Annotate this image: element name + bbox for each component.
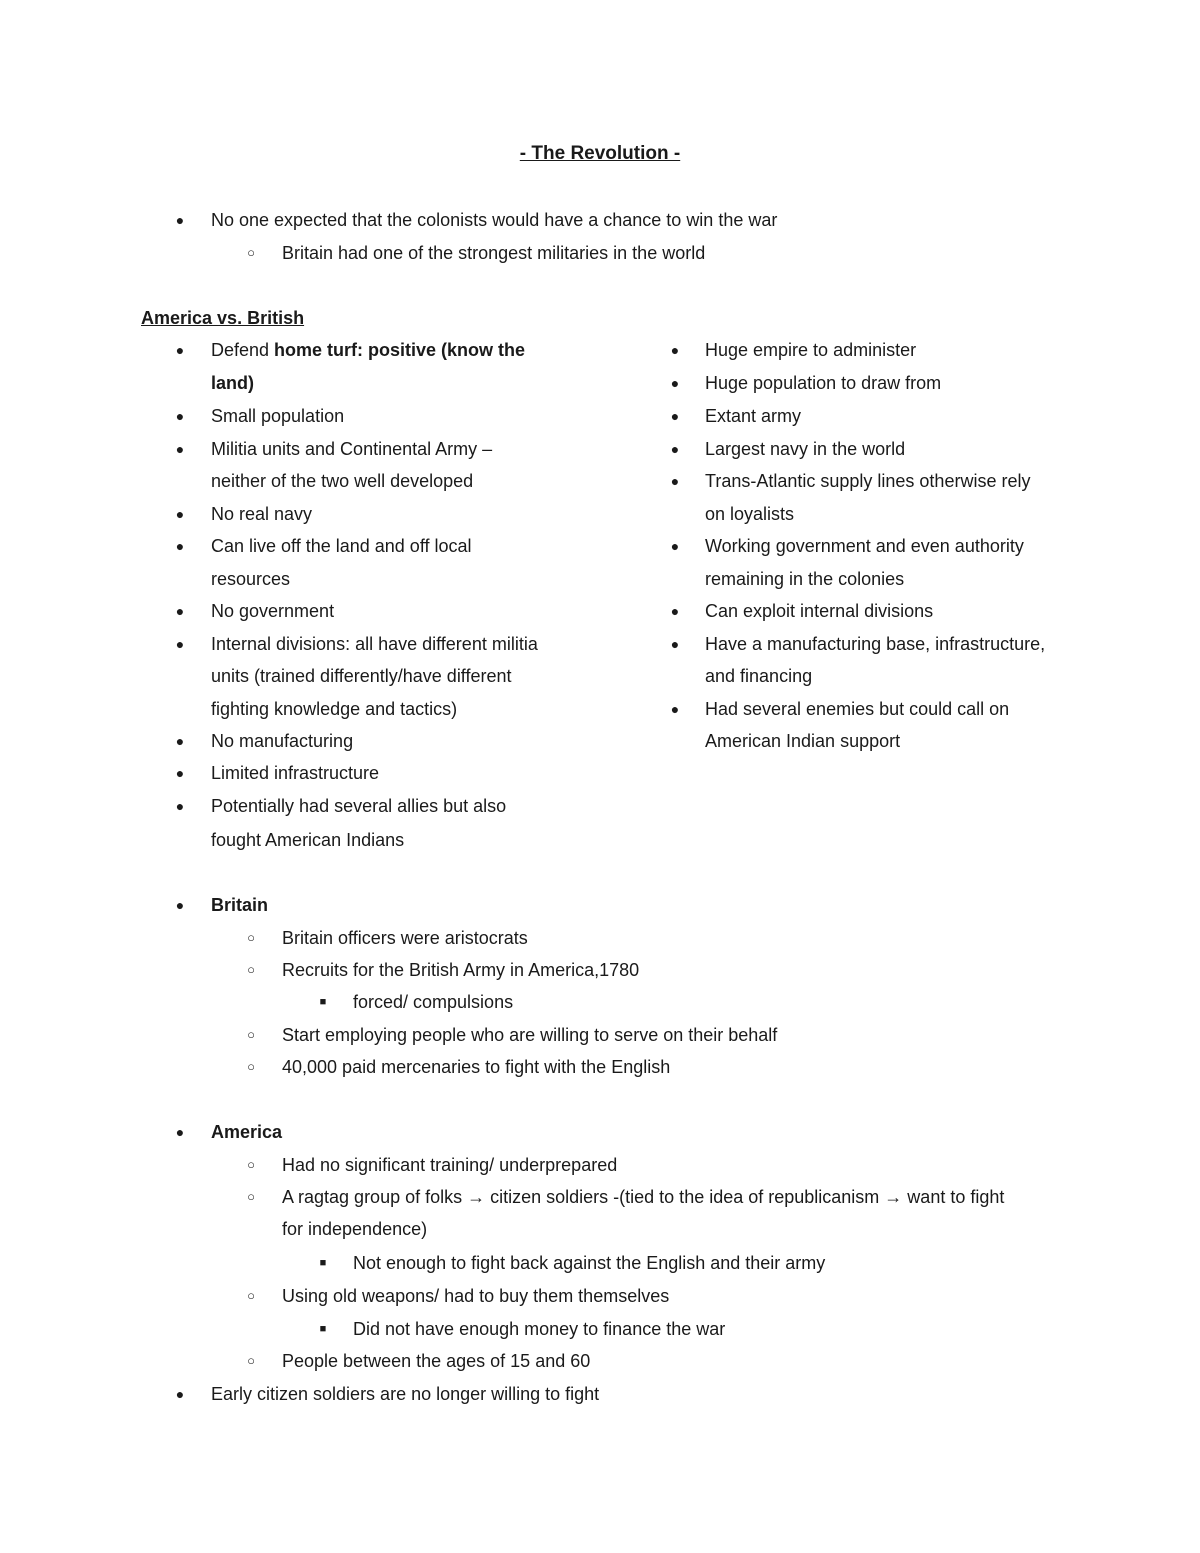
bullet-icon: ● <box>175 765 185 781</box>
america-item-2: Small population <box>211 406 345 426</box>
circle-bullet-icon: ○ <box>247 962 255 977</box>
america-item-3: Militia units and Continental Army – <box>211 439 493 459</box>
bullet-icon: ● <box>175 1124 185 1140</box>
america-item-4: No real navy <box>211 504 313 524</box>
america-item-7-cont: fighting knowledge and tactics) <box>211 699 458 719</box>
intro-item: No one expected that the colonists would have a chance to win the war <box>211 210 778 230</box>
bullet-icon: ● <box>670 375 680 391</box>
america-subitem-4: People between the ages of 15 and 60 <box>282 1351 591 1371</box>
america-item-1-cont: land) <box>211 373 254 393</box>
america-label: America <box>211 1122 283 1142</box>
circle-bullet-icon: ○ <box>247 1353 255 1368</box>
british-item-5-cont: on loyalists <box>705 504 795 524</box>
british-item-5: Trans-Atlantic supply lines otherwise rely <box>705 471 1031 491</box>
america-item-5-cont: resources <box>211 569 291 589</box>
british-item-8-cont: and financing <box>705 666 813 686</box>
bullet-icon: ● <box>175 506 185 522</box>
british-item-7: Can exploit internal divisions <box>705 601 934 621</box>
british-item-9-cont: American Indian support <box>705 731 901 751</box>
bullet-icon: ● <box>175 636 185 652</box>
bullet-icon: ● <box>670 636 680 652</box>
circle-bullet-icon: ○ <box>247 1059 255 1074</box>
british-item-2: Huge population to draw from <box>705 373 942 393</box>
british-item-9: Had several enemies but could call on <box>705 699 1010 719</box>
britain-subitem-2: Recruits for the British Army in America,1780 <box>282 960 640 980</box>
circle-bullet-icon: ○ <box>247 1157 255 1172</box>
circle-bullet-icon: ○ <box>247 930 255 945</box>
america-item-1 <box>211 338 525 362</box>
bullet-icon: ● <box>175 733 185 749</box>
bullet-icon: ● <box>175 897 185 913</box>
british-item-4: Largest navy in the world <box>705 439 906 459</box>
british-item-8: Have a manufacturing base, infrastructure, <box>705 634 1046 654</box>
bullet-icon: ● <box>175 408 185 424</box>
britain-subitem-3: Start employing people who are willing to serve on their behalf <box>282 1025 778 1045</box>
america-item-5: Can live off the land and off local <box>211 536 472 556</box>
british-item-6-cont: remaining in the colonies <box>705 569 905 589</box>
america-item-10-cont: fought American Indians <box>211 830 405 850</box>
bullet-icon: ● <box>670 473 680 489</box>
bullet-icon: ● <box>175 538 185 554</box>
america-subitem-2: A ragtag group of folks → citizen soldiers -(tied to the idea of republicanism → want to fight <box>282 1187 1005 1207</box>
america-item-6: No government <box>211 601 335 621</box>
comparison-heading: America vs. British <box>141 308 305 328</box>
square-bullet-icon: ■ <box>319 1323 327 1335</box>
america-subsubitem-1: Not enough to fight back against the English and their army <box>353 1253 826 1273</box>
bullet-icon: ● <box>175 798 185 814</box>
square-bullet-icon: ■ <box>319 1257 327 1269</box>
britain-label: Britain <box>211 895 269 915</box>
bullet-icon: ● <box>670 603 680 619</box>
circle-bullet-icon: ○ <box>247 1189 255 1204</box>
bullet-icon: ● <box>670 408 680 424</box>
closing-item: Early citizen soldiers are no longer willing to fight <box>211 1384 600 1404</box>
circle-bullet-icon: ○ <box>247 1027 255 1042</box>
america-subitem-1: Had no significant training/ underprepared <box>282 1155 618 1175</box>
british-item-3: Extant army <box>705 406 802 426</box>
britain-subsubitem-1: forced/ compulsions <box>353 992 514 1012</box>
bullet-icon: ● <box>670 701 680 717</box>
bullet-icon: ● <box>175 212 185 228</box>
bullet-icon: ● <box>175 603 185 619</box>
page-title: - The Revolution - <box>519 143 681 164</box>
america-item-1-text: Defend <box>211 340 275 360</box>
bullet-icon: ● <box>175 342 185 358</box>
america-item-1-bold: home turf: positive (know the <box>274 340 526 360</box>
circle-bullet-icon: ○ <box>247 245 255 260</box>
intro-subitem: Britain had one of the strongest militaries in the world <box>282 243 706 263</box>
bullet-icon: ● <box>670 441 680 457</box>
america-item-7-cont: units (trained differently/have different <box>211 666 512 686</box>
british-item-6: Working government and even authority <box>705 536 1024 556</box>
bullet-icon: ● <box>670 342 680 358</box>
bullet-icon: ● <box>175 441 185 457</box>
british-item-1: Huge empire to administer <box>705 340 917 360</box>
square-bullet-icon: ■ <box>319 996 327 1008</box>
america-item-9: Limited infrastructure <box>211 763 380 783</box>
bullet-icon: ● <box>670 538 680 554</box>
america-item-10: Potentially had several allies but also <box>211 796 507 816</box>
britain-subitem-1: Britain officers were aristocrats <box>282 928 528 948</box>
britain-subitem-4: 40,000 paid mercenaries to fight with the English <box>282 1057 671 1077</box>
america-subitem-3: Using old weapons/ had to buy them themselves <box>282 1286 670 1306</box>
america-item-8: No manufacturing <box>211 731 354 751</box>
circle-bullet-icon: ○ <box>247 1288 255 1303</box>
america-subitem-2-cont: for independence) <box>282 1219 428 1239</box>
america-subsubitem-2: Did not have enough money to finance the war <box>353 1319 726 1339</box>
america-item-3-cont: neither of the two well developed <box>211 471 474 491</box>
bullet-icon: ● <box>175 1386 185 1402</box>
america-item-7: Internal divisions: all have different militia <box>211 634 538 654</box>
